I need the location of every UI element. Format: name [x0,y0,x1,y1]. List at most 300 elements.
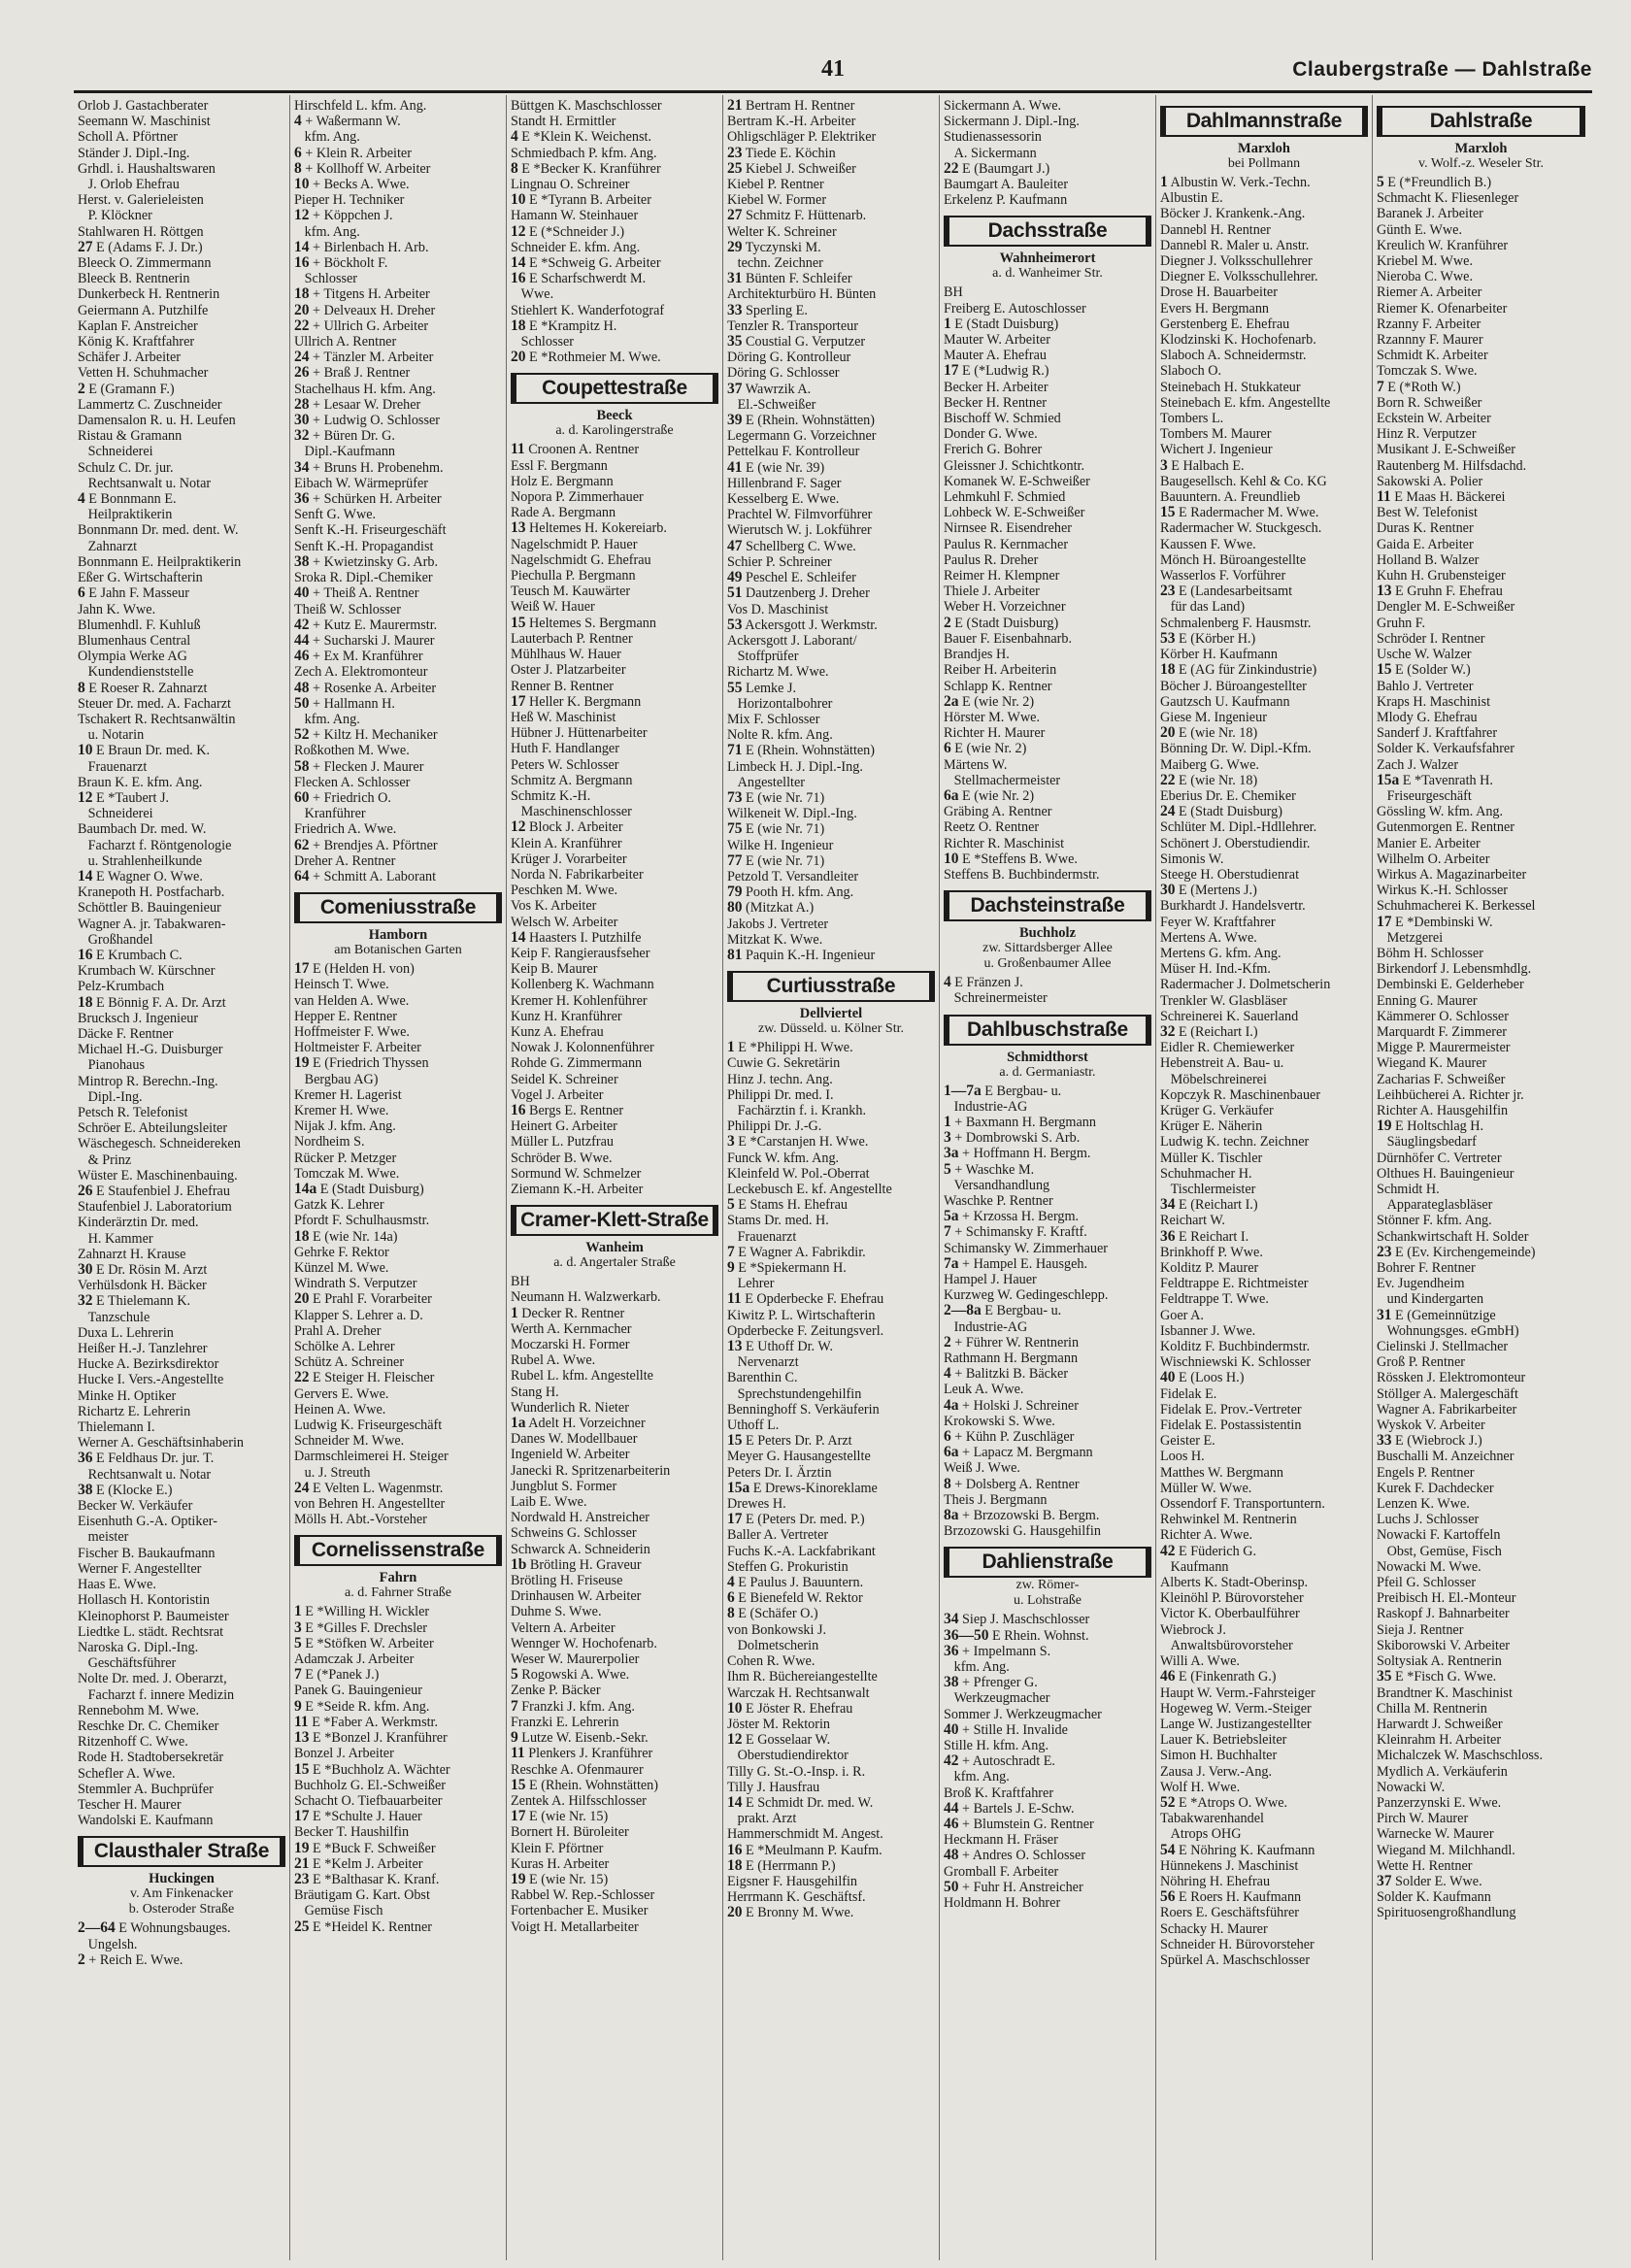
entry-text: Petzold T. Versandleiter [727,868,859,884]
house-number: 4 [294,114,302,130]
directory-entry [727,727,935,743]
directory-entry [294,1699,502,1715]
entry-text: Becker H. Arbeiter [944,379,1048,395]
entry-text: Kinderärztin Dr. med. [78,1215,199,1231]
directory-entry [294,1604,502,1619]
directory-entry [1160,190,1368,206]
entry-text: Werner A. Geschäftsinhaberin [78,1435,245,1451]
entry-text: Bischoff W. Schmied [944,411,1061,427]
directory-entry [294,869,502,884]
directory-entry [294,633,502,649]
entry-text: Pirch W. Maurer [1377,1811,1469,1827]
entry-text: E Maas H. Bäckerei [1394,489,1506,506]
entry-text: Kleinfeld W. Pol.-Oberrat [727,1165,870,1182]
house-number: 4 [78,491,85,508]
entry-text: Naroska G. Dipl.-Ing. [78,1639,199,1655]
entry-text: Giese M. Ingenieur [1160,709,1267,725]
entry-text: Nijak J. kfm. Ang. [294,1118,396,1135]
entry-text: Weiß J. Wwe. [944,1460,1020,1477]
entry-text: Kuhn H. Grubensteiger [1377,568,1506,584]
entry-text: Brandjes H. [944,647,1010,663]
directory-entry [78,491,285,507]
house-number: 32 [1160,1023,1176,1040]
directory-entry [944,1628,1151,1644]
directory-entry [78,1920,285,1936]
entry-text: Grhdl. i. Haushaltswaren [78,160,216,177]
entry-text: Eisenhuth G.-A. Optiker- [78,1514,217,1530]
house-number: 18 [727,1857,743,1874]
entry-text: Kaplan F. Anstreicher [78,317,198,334]
entry-text: + Waßermann W. [305,114,401,130]
house-number: 6 [944,741,951,757]
entry-text: Decker R. Rentner [521,1305,625,1321]
directory-entry [944,1193,1151,1209]
entry-text: Schöttler B. Bauingenieur [78,900,221,917]
directory-entry [1377,568,1585,584]
entry-text: Friseurgeschäft [1377,787,1472,804]
directory-entry [511,1746,718,1761]
directory-entry [1160,568,1368,584]
entry-text: Schmitz K.-H. [511,787,591,804]
directory-entry [944,1414,1151,1429]
directory-entry [294,617,502,633]
entry-text: Großhandel [78,931,153,948]
directory-entry [727,1087,935,1103]
entry-text: Zacharias F. Schweißer [1377,1071,1506,1087]
directory-entry [1160,1606,1368,1621]
directory-entry [944,192,1151,208]
entry-text: + Waschke M. [954,1161,1035,1178]
entry-text: E *Kelm J. Arbeiter [313,1855,423,1872]
directory-entry [294,224,502,240]
directory-entry [78,1278,285,1293]
directory-entry [944,1895,1151,1911]
entry-text: E (Stadt Duisburg) [954,316,1059,332]
directory-entry [294,1730,502,1746]
entry-text: Flecken A. Schlosser [294,774,411,790]
house-number: 15 [1160,505,1176,521]
entry-text: E Füderich G. [1179,1543,1257,1559]
directory-entry [727,1213,935,1228]
house-number: 7a [944,1255,959,1272]
entry-text: Schmidt K. Arbeiter [1377,348,1488,364]
directory-entry [1377,1748,1585,1763]
entry-text: Zach J. Walzer [1377,756,1459,773]
entry-text: Schönert J. Oberstudiendir. [1160,835,1311,851]
entry-text: Schmidt H. [1377,1182,1440,1197]
entry-text: Ludwig K. Friseurgeschäft [294,1418,443,1434]
entry-text: Architekturbüro H. Bünten [727,286,877,303]
entry-text: Nowak J. Kolonnenführer [511,1040,654,1056]
entry-text: Rohde G. Zimmermann [511,1055,643,1072]
entry-text: Tenzler R. Transporteur [727,317,858,334]
entry-text: Sprechstundengehilfin [727,1385,862,1402]
entry-text: Tombers M. Maurer [1160,426,1272,443]
entry-text: E *Klein K. Weichenst. [521,129,652,146]
street-heading [1160,106,1368,172]
house-number: 56 [1160,1889,1176,1906]
directory-entry [511,1289,718,1305]
entry-text: E Krumbach C. [96,947,183,963]
directory-entry [1160,489,1368,505]
directory-entry [511,773,718,788]
directory-entry [944,725,1151,741]
entry-text: Tombers L. [1160,411,1224,427]
entry-text: E (wie Nr. 2) [962,693,1035,710]
directory-entry [1377,679,1585,694]
directory-entry [511,537,718,552]
directory-entry [294,1040,502,1055]
entry-text: Michael H.-G. Duisburger [78,1042,223,1058]
entry-text: Teusch M. Kauwärter [511,584,631,600]
directory-entry [511,788,718,804]
entry-text: Facharzt f. Röntgenologie [78,837,232,853]
directory-entry [78,1057,285,1073]
directory-entry [1160,1669,1368,1684]
house-number: 37 [1377,1873,1392,1889]
entry-text: + Schmitt A. Laborant [313,868,437,884]
entry-text: Eckstein W. Arbeiter [1377,411,1491,427]
entry-text: Mintrop R. Berechn.-Ing. [78,1073,218,1089]
entry-text: Musikant J. E-Schweißer [1377,442,1516,458]
entry-text: Böcker J. Krankenk.-Ang. [1160,206,1306,222]
directory-entry [1160,1402,1368,1418]
directory-entry [1377,1544,1585,1559]
directory-entry [1377,552,1585,568]
entry-text: Wasserlos F. Vorführer [1160,568,1286,584]
house-number: 39 [727,413,743,429]
directory-entry [944,489,1151,505]
entry-text: Angestellter [727,774,805,790]
house-number: 11 [294,1714,309,1730]
directory-entry [1160,1072,1368,1087]
house-number: 17 [944,363,959,380]
entry-text: Gössling W. kfm. Ang. [1377,804,1504,820]
directory-entry [944,1644,1151,1659]
street-name: Coupettestraße [511,373,718,404]
directory-entry [727,617,935,633]
directory-entry [1160,1590,1368,1606]
entry-text: Dipl.-Ing. [78,1088,143,1105]
directory-entry [727,286,935,302]
directory-entry [1377,206,1585,221]
house-number: 12 [511,223,526,240]
directory-entry [944,631,1151,647]
directory-entry [294,1512,502,1527]
directory-entry [294,1229,502,1245]
entry-text: Sieja J. Rentner [1377,1621,1464,1638]
house-number: 28 [294,396,310,413]
house-number: 15 [294,1761,310,1778]
house-number: 30 [1160,883,1176,899]
house-number: 46 [944,1817,959,1833]
entry-text: Kollenberg K. Wachmann [511,977,654,993]
house-number: 9 [294,1698,302,1715]
entry-text: Schellberg C. Wwe. [746,538,856,554]
entry-text: Reschke A. Ofenmaurer [511,1761,644,1778]
directory-columns [74,95,1592,2260]
entry-text: Neumann H. Walzwerkarb. [511,1289,661,1306]
entry-text: Lemke J. [746,680,797,696]
entry-text: Richartz E. Lehrerin [78,1403,191,1419]
entry-text: Böhm H. Schlosser [1377,945,1483,961]
directory-entry [1377,1685,1585,1701]
directory-entry [727,869,935,884]
directory-entry [944,114,1151,129]
entry-text: Meyer G. Hausangestellte [727,1449,871,1465]
directory-entry [727,1308,935,1323]
house-number: 21 [294,1855,310,1872]
directory-entry [511,662,718,678]
entry-text: Werth A. Kernmacher [511,1320,632,1337]
directory-entry [511,961,718,977]
entry-text: Simonis W. [1160,850,1224,867]
entry-text: Rechtsanwalt u. Notar [78,1466,212,1483]
entry-text: E (Peters Dr. med. P.) [746,1512,865,1528]
entry-text: Döring G. Schlosser [727,365,840,382]
directory-entry [294,382,502,397]
entry-text: E *Faber A. Werkmstr. [312,1714,439,1730]
directory-entry [78,1766,285,1782]
entry-text: Bauuntern. A. Freundlieb [1160,489,1301,506]
entry-text: Barenthin C. [727,1370,798,1386]
directory-entry [78,1136,285,1151]
entry-text: Zahnarzt [78,538,138,554]
house-number: 17 [294,961,310,978]
house-number: 73 [727,789,743,806]
house-number: 31 [1377,1307,1392,1323]
entry-text: + Dolsberg A. Rentner [954,1476,1080,1492]
directory-entry [1160,1653,1368,1669]
entry-text: Engels P. Rentner [1377,1464,1475,1481]
entry-text: Essl F. Bergmann [511,457,608,474]
entry-text: Stöllger A. Malergeschäft [1377,1385,1518,1402]
entry-text: Matthes W. Bergmann [1160,1464,1284,1481]
entry-text: + Kiltz H. Mechaniker [313,727,438,744]
directory-entry [511,1040,718,1055]
directory-entry [727,838,935,853]
directory-entry [511,1588,718,1604]
directory-entry [1377,1481,1585,1496]
house-number: 42 [1160,1543,1176,1559]
entry-text: + Lesaar W. Dreher [313,396,421,413]
directory-entry [511,129,718,145]
directory-entry [944,1209,1151,1224]
entry-text: Theis J. Bergmann [944,1491,1048,1508]
street-name: Curtiusstraße [727,971,935,1002]
directory-entry [944,552,1151,568]
entry-text: Dengler M. E-Schweißer [1377,599,1515,616]
directory-entry [511,1151,718,1166]
entry-text: Vetten H. Schuhmacher [78,365,209,382]
entry-text: Wirkus K.-H. Schlosser [1377,883,1508,899]
entry-text: Olympia Werke AG [78,649,187,665]
directory-entry [511,98,718,114]
directory-entry [294,1715,502,1730]
entry-text: Eberius Dr. E. Chemiker [1160,787,1296,804]
entry-text: + Titgens H. Arbeiter [313,286,430,303]
house-number: 13 [1377,584,1392,600]
directory-entry [727,208,935,223]
directory-entry [511,1134,718,1150]
directory-entry [1160,253,1368,269]
entry-text: Philippi Dr. med. I. [727,1086,834,1103]
entry-text: Tiede E. Köchin [745,145,836,161]
entry-text: E (wie Nr. 39) [746,459,825,476]
entry-text: Laib E. Wwe. [511,1494,587,1511]
directory-entry [1160,505,1368,520]
directory-entry [1160,1166,1368,1182]
directory-entry [944,741,1151,756]
directory-entry [294,1856,502,1872]
entry-text: Philippi Dr. J.-G. [727,1118,822,1135]
directory-entry [1377,489,1585,505]
directory-entry [1160,1843,1368,1858]
directory-entry [294,1118,502,1134]
entry-text: Wäschegesch. Schneidereken [78,1136,241,1152]
directory-entry [727,1323,935,1339]
entry-text: Windrath S. Verputzer [294,1276,417,1292]
house-number: 14 [294,239,310,255]
directory-entry [944,1492,1151,1508]
entry-text: Müser H. Ind.-Kfm. [1160,961,1271,978]
directory-entry [727,271,935,286]
entry-text: Warczak H. Rechtsanwalt [727,1684,870,1701]
directory-entry [944,975,1151,990]
directory-entry [1377,1213,1585,1228]
directory-entry [944,1303,1151,1318]
street-name: Dahlbuschstraße [944,1015,1151,1046]
directory-entry [294,413,502,428]
entry-text: Janecki R. Spritzenarbeiterin [511,1462,671,1479]
entry-text: E *Fisch G. Wwe. [1395,1669,1497,1685]
street-location: a. d. Fahrner Straße [344,1585,452,1601]
street-location: u. Lohstraße [1014,1593,1082,1609]
entry-text: Paulus R. Kernmacher [944,536,1069,552]
directory-entry [1160,836,1368,851]
directory-entry [294,271,502,286]
directory-entry [1160,1354,1368,1370]
entry-text: Schneiderei [78,806,153,822]
directory-entry [1377,1622,1585,1638]
entry-text: E Feldhaus Dr. jur. T. [96,1451,215,1467]
entry-text: Steinebach E. kfm. Angestellte [1160,394,1331,411]
entry-text: E Bönnig F. A. Dr. Arzt [96,994,226,1011]
entry-text: Lehrer [727,1276,775,1292]
entry-text: Nirnsee R. Eisendreher [944,520,1072,537]
entry-text: Frerich G. Bohrer [944,442,1043,458]
entry-text: Feldtrappe E. Richtmeister [1160,1276,1309,1292]
entry-text: Seidel K. Schreiner [511,1071,618,1087]
directory-entry [78,995,285,1011]
directory-entry [511,1166,718,1182]
entry-text: Becker H. Rentner [944,394,1047,411]
directory-entry [727,1245,935,1260]
column-6 [1156,95,1373,2260]
directory-entry [78,161,285,177]
directory-entry [294,775,502,790]
street-name: Dachsstraße [944,216,1151,247]
directory-entry [511,318,718,334]
entry-text: E Bienefeld W. Rektor [738,1590,863,1607]
directory-entry [294,1276,502,1291]
directory-entry [944,284,1151,300]
directory-entry [511,458,718,474]
page-number: 41 [821,56,845,82]
entry-text: Tyczynski M. [745,239,821,255]
house-number: 4 [727,1575,735,1591]
district-name: Dellviertel [799,1006,863,1022]
directory-entry [1377,284,1585,300]
entry-text: Schneider M. Wwe. [294,1433,405,1450]
house-number: 37 [727,381,743,397]
directory-entry [944,129,1151,145]
entry-text: + Klein R. Arbeiter [305,145,412,161]
house-number: 77 [727,852,743,869]
entry-text: Verhülsdonk H. Bäcker [78,1278,207,1294]
directory-entry [1160,1449,1368,1464]
entry-text: Thiele J. Arbeiter [944,584,1040,600]
directory-entry [1160,1040,1368,1055]
entry-text: E Scharfschwerdt M. [529,271,647,287]
entry-text: Nieroba C. Wwe. [1377,269,1474,285]
entry-text: E *Seide R. kfm. Ang. [305,1698,430,1715]
house-number: 12 [294,208,310,224]
directory-entry [727,664,935,680]
directory-entry [294,821,502,837]
directory-entry [78,350,285,365]
entry-text: Leckebusch E. kf. Angestellte [727,1182,892,1197]
directory-entry [1377,348,1585,363]
house-number: 32 [294,428,310,445]
entry-text: Drinhausen W. Arbeiter [511,1588,642,1605]
directory-entry [944,363,1151,379]
directory-entry [1377,317,1585,332]
entry-text: Haupt W. Verm.-Fahrsteiger [1160,1684,1315,1701]
entry-text: Evers H. Bergmann [1160,300,1270,317]
directory-entry [1160,741,1368,756]
house-number: 20 [511,350,526,366]
entry-text: Heinen A. Wwe. [294,1401,386,1418]
entry-text: Heß W. Maschinist [511,709,616,725]
entry-text: Stönner F. kfm. Ang. [1377,1213,1492,1229]
directory-entry [78,1546,285,1561]
directory-entry [78,664,285,680]
directory-entry [78,853,285,869]
directory-entry [1377,898,1585,914]
house-number: 80 [727,900,743,917]
entry-text: Nöhring H. Ehefrau [1160,1873,1271,1889]
entry-text: Warnecke W. Maurer [1377,1826,1494,1843]
directory-entry [78,303,285,318]
entry-text: Heckmann H. Fräser [944,1832,1058,1849]
directory-entry [1160,458,1368,474]
entry-text: Ihm R. Büchereiangestellte [727,1669,878,1685]
directory-entry [727,334,935,350]
entry-text: Stiehlert K. Wanderfotograf [511,302,665,318]
entry-text: E (Stadt Duisburg) [319,1182,424,1197]
entry-text: Wiegand M. Milchhandl. [1377,1842,1515,1858]
directory-entry [1160,332,1368,348]
directory-entry [294,318,502,334]
entry-text: Dreher A. Rentner [294,852,396,869]
directory-entry [78,1687,285,1703]
directory-entry [294,1072,502,1087]
entry-text: Reetz O. Rentner [944,819,1040,836]
directory-entry [944,1864,1151,1880]
directory-entry [78,255,285,271]
entry-text: E *Becker K. Kranführer [521,160,661,177]
